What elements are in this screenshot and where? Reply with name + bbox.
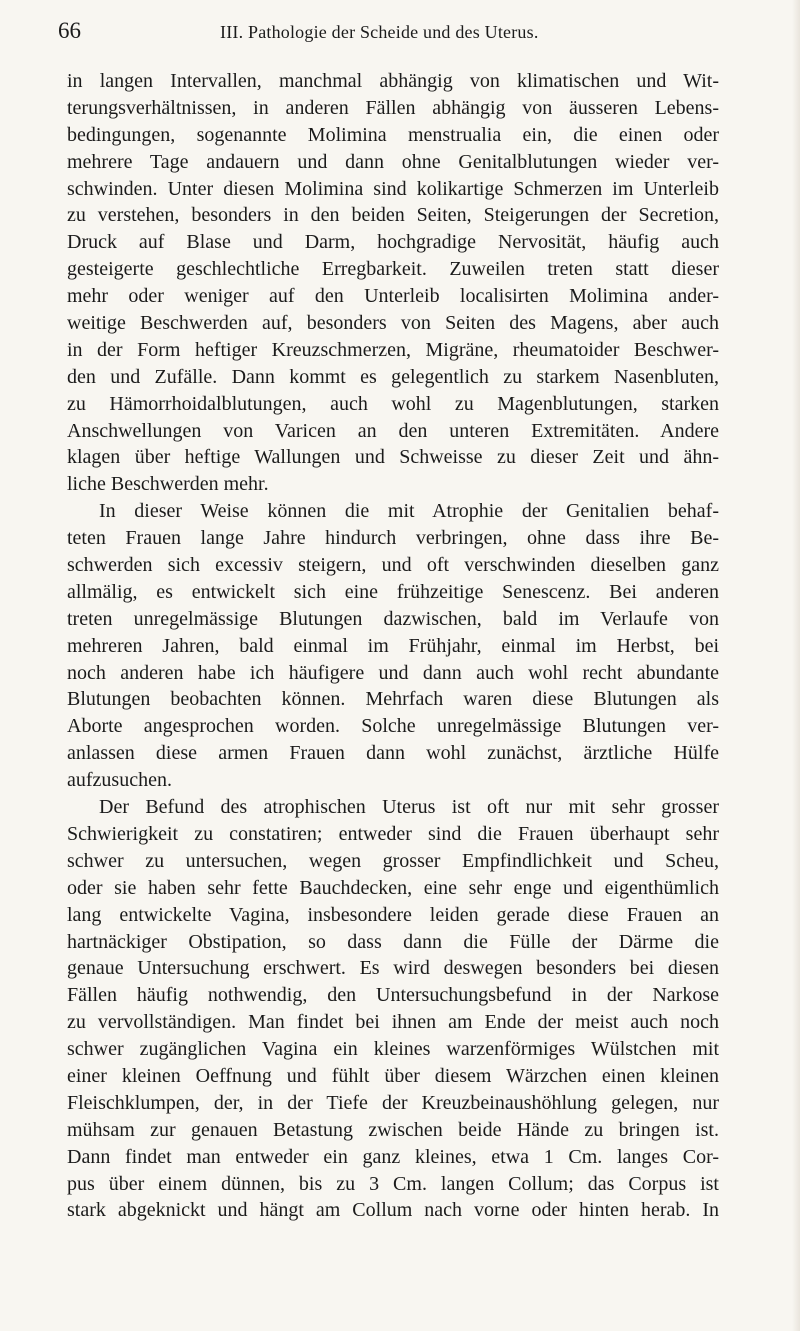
text-line: Blutungen beobachten können. Mehrfach waren diese Blutungen als [67, 688, 719, 711]
text-line: weitige Beschwerden auf, besonders von Seiten des Magens, aber auch [67, 312, 719, 335]
text-line: Dann findet man entweder ein ganz kleines, etwa 1 Cm. langes Cor- [67, 1145, 719, 1168]
text-line: mehrere Tage andauern und dann ohne Genitalblutungen wieder ver- [67, 150, 719, 173]
text-line: aufzusuchen. [67, 769, 172, 792]
text-line: zu Hämorrhoidalblutungen, auch wohl zu Magenblutungen, starken [67, 392, 719, 415]
text-line: Fleischklumpen, der, in der Tiefe der Kreuzbeinaushöhlung gelegen, nur [67, 1091, 719, 1114]
text-line: Druck auf Blase und Darm, hochgradige Nervosität, häufig auch [67, 231, 719, 254]
text-line: in langen Intervallen, manchmal abhängig von klimatischen und Wit- [67, 70, 719, 92]
text-line: zu vervollständigen. Man findet bei ihnen am Ende der meist auch noch [67, 1011, 719, 1034]
running-head [58, 16, 718, 46]
text-line: liche Beschwerden mehr. [67, 473, 269, 496]
body-text [67, 68, 719, 1224]
text-line: In dieser Weise können die mit Atrophie der Genitalien behaf- [99, 500, 719, 523]
running-head-title: III. Pathologie der Scheide und des Uterus. [220, 22, 539, 42]
text-line: schwinden. Unter diesen Molimina sind kolikartige Schmerzen im Unterleib [67, 177, 719, 200]
text-line: klagen über heftige Wallungen und Schweisse zu dieser Zeit und ähn- [67, 446, 719, 469]
text-line: den und Zufälle. Dann kommt es gelegentlich zu starkem Nasenbluten, [67, 365, 719, 388]
text-line: teten Frauen lange Jahre hindurch verbringen, ohne dass ihre Be- [67, 527, 719, 550]
text-line: Schwierigkeit zu constatiren; entweder sind die Frauen überhaupt sehr [67, 822, 719, 845]
text-line: mehr oder weniger auf den Unterleib localisirten Molimina ander- [67, 285, 719, 308]
text-line: noch anderen habe ich häufigere und dann auch wohl recht abundante [67, 661, 719, 684]
text-line: stark abgeknickt und hängt am Collum nach vorne oder hinten herab. In [67, 1199, 719, 1222]
text-line: in der Form heftiger Kreuzschmerzen, Migräne, rheumatoider Beschwer- [67, 338, 719, 361]
text-line: Fällen häufig nothwendig, den Untersuchungsbefund in der Narkose [67, 984, 719, 1007]
text-line: einer kleinen Oeffnung und fühlt über diesem Wärzchen einen kleinen [67, 1064, 719, 1087]
text-line: bedingungen, sogenannte Molimina menstrualia ein, die einen oder [67, 123, 719, 146]
text-line: Anschwellungen von Varicen an den unteren Extremitäten. Andere [67, 419, 719, 442]
text-line: Aborte angesprochen worden. Solche unregelmässige Blutungen ver- [67, 715, 719, 738]
text-line: lang entwickelte Vagina, insbesondere leiden gerade diese Frauen an [67, 903, 719, 926]
text-line: schwer zu untersuchen, wegen grosser Empfindlichkeit und Scheu, [67, 849, 719, 872]
text-line: allmälig, es entwickelt sich eine frühzeitige Senescenz. Bei anderen [67, 580, 719, 603]
text-line: gesteigerte geschlechtliche Erregbarkeit. Zuweilen treten statt dieser [67, 258, 719, 281]
text-line: mehreren Jahren, bald einmal im Frühjahr, einmal im Herbst, bei [67, 634, 719, 657]
text-line: treten unregelmässige Blutungen dazwischen, bald im Verlaufe von [67, 607, 719, 630]
text-line: hartnäckiger Obstipation, so dass dann die Fülle der Därme die [67, 930, 719, 953]
text-line: mühsam zur genauen Betastung zwischen beide Hände zu bringen ist. [67, 1118, 719, 1141]
page-edge-shadow [792, 0, 800, 1331]
text-line: Der Befund des atrophischen Uterus ist oft nur mit sehr grosser [99, 796, 719, 819]
text-line: genaue Untersuchung erschwert. Es wird deswegen besonders bei diesen [67, 957, 719, 980]
page-number: 66 [58, 18, 81, 43]
text-line: oder sie haben sehr fette Bauchdecken, eine sehr enge und eigenthümlich [67, 876, 719, 899]
text-line: schwer zugänglichen Vagina ein kleines warzenförmiges Wülstchen mit [67, 1038, 719, 1061]
text-line: pus über einem dünnen, bis zu 3 Cm. langen Collum; das Corpus ist [67, 1172, 719, 1195]
text-line: schwerden sich excessiv steigern, und oft verschwinden dieselben ganz [67, 554, 719, 577]
text-line: zu verstehen, besonders in den beiden Seiten, Steigerungen der Secretion, [67, 204, 719, 227]
text-line: terungsverhältnissen, in anderen Fällen abhängig von äusseren Lebens- [67, 96, 719, 119]
text-line: anlassen diese armen Frauen dann wohl zunächst, ärztliche Hülfe [67, 742, 719, 765]
